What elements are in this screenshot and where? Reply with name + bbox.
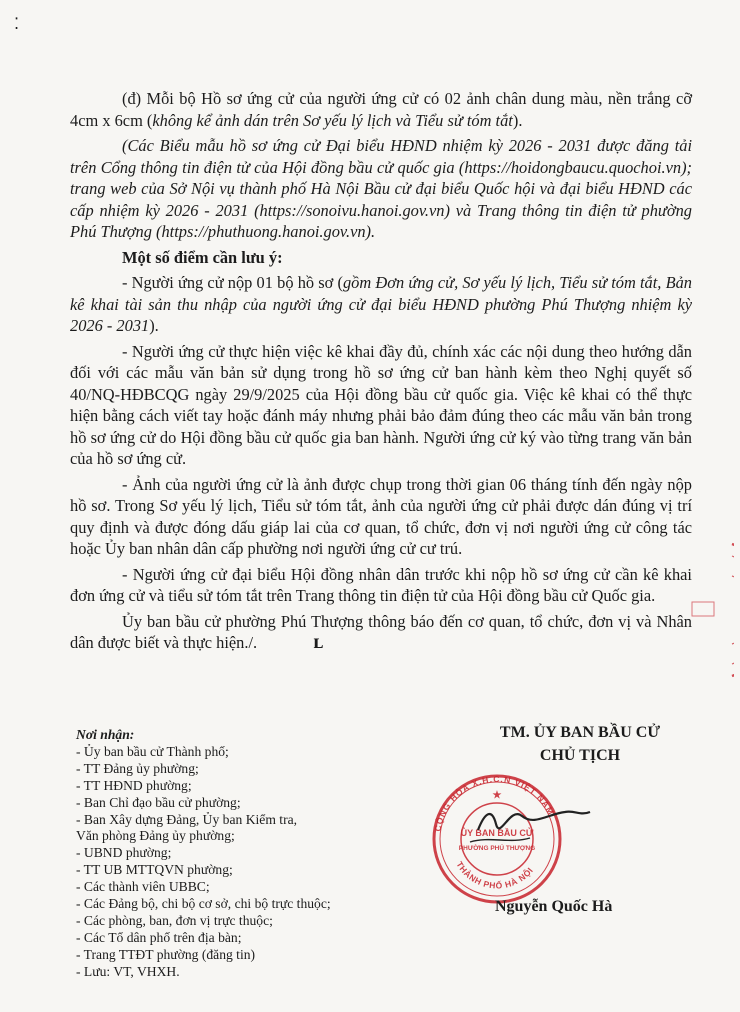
note-item-declaration: - Người ứng cử thực hiện việc kê khai đầy đủ, chính xác các nội dung theo hướng dẫn đối với các mẫu văn bản sử dụng trong hồ sơ ứng cử ban hành kèm theo Nghị quyết số 40/NQ-HĐBCQG ngày 29/9/2025 của Hội đồng bầu cử quốc gia. Việc kê khai có thể thực hiện bằng cách viết tay hoặc đánh máy nhưng phải bảo đảm đúng theo các mẫu văn bản trong hồ sơ ứng cử do Hội đồng bầu cử quốc gia ban hành. Người ứng cử ký vào từng trang văn bản của hồ sơ ứng cử. — [70, 341, 692, 468]
seal-bottom-text: THÀNH PHỐ HÀ NỘI — [454, 859, 536, 891]
recipients-block — [76, 727, 426, 981]
list-item: - Các phòng, ban, đơn vị trực thuộc; — [76, 912, 273, 928]
official-seal — [430, 772, 630, 907]
paragraph-text: ). — [149, 316, 159, 335]
list-item: - TT HĐND phường; — [76, 777, 192, 793]
paragraph-text: (đ) Mỗi bộ Hồ sơ ứng cử của người ứng cử có 02 ảnh chân dung màu, nền trắng cỡ 4cm x 6cm ( — [70, 89, 692, 130]
list-item: - Trang TTĐT phường (đăng tin) — [76, 946, 256, 962]
list-item: - UBND phường; — [76, 845, 172, 861]
paragraph-italic: (Các Biểu mẫu hồ sơ ứng cử Đại biểu HĐND nhiệm kỳ 2026 - 2031 được đăng tải trên Cổng thông tin điện tử của Hội đồng bầu cử quốc gia (https://hoidongbaucu.quochoi.vn); trang web của Sở Nội vụ thành phố Hà Nội Bầu cử đại biểu Quốc hội và đại biểu HĐND các cấp nhiệm kỳ 2026 - 2031 (https://sonoivu.hanoi.gov.vn) và Trang thông tin điện tử phường Phú Thượng (https://phuthuong.hanoi.gov.vn). — [70, 136, 692, 241]
seal-star-icon: ★ — [492, 790, 502, 801]
notes-heading: Một số điểm cần lưu ý: — [122, 247, 283, 267]
seal-outer-text: CỘNG HÒA X.H.C.N VIỆT NAM — [432, 773, 557, 833]
recipients-list — [76, 744, 426, 981]
seal-center-bottom: PHƯỜNG PHÚ THƯỢNG — [458, 845, 536, 852]
corner-mark: ⁚ — [14, 16, 20, 33]
signatory-org: TM. ỦY BAN BẦU CỬ — [499, 724, 661, 741]
list-item: - Ban Xây dựng Đảng, Ủy ban Kiểm tra, — [76, 811, 298, 827]
paragraph-italic: gồm Đơn ứng cử, Sơ yếu lý lịch, Tiểu sử tóm tắt, Bản kê khai tài sản thu nhập của người ứng cử đại biểu HĐND phường Phú Thượng nhiệm kỳ 2026 - 2031 — [70, 273, 692, 335]
list-item: Văn phòng Đảng ủy phường; — [76, 828, 235, 844]
list-item: - TT Đảng ủy phường; — [76, 760, 199, 776]
signature-block — [430, 722, 730, 922]
list-item: - TT UB MTTQVN phường; — [76, 862, 233, 878]
note-item-online: - Người ứng cử đại biểu Hội đồng nhân dân trước khi nộp hồ sơ ứng cử cần kê khai đơn ứng cử và tiểu sử tóm tắt trên Trang thông tin điện tử của Hội đồng bầu cử Quốc gia. — [70, 564, 692, 605]
list-item: - Các Đảng bộ, chi bộ cơ sở, chi bộ trực thuộc; — [76, 896, 331, 912]
signatory-name: Nguyễn Quốc Hà — [495, 898, 613, 915]
paragraph-text: - Người ứng cử nộp 01 bộ hồ sơ ( — [122, 273, 343, 292]
paragraph-italic: không kể ảnh dán trên Sơ yếu lý lịch và Tiểu sử tóm tắt — [152, 110, 513, 130]
list-item: - Các thành viên UBBC; — [76, 879, 210, 895]
initial-mark: ʟ — [313, 631, 324, 653]
side-stamp — [672, 540, 734, 680]
paragraph-forms-note — [70, 135, 692, 243]
document-body — [70, 88, 692, 658]
seal-center-top: ỦY BAN BẦU CỬ — [460, 828, 534, 838]
paragraph-text: ). — [512, 110, 523, 130]
paragraph-photo-requirement — [70, 88, 692, 131]
signatory-role: CHỦ TỊCH — [539, 747, 621, 764]
note-item-dossier — [70, 272, 692, 337]
signature-stroke — [470, 838, 530, 842]
closing-paragraph — [70, 611, 692, 654]
paragraph-text: Ủy ban bầu cử phường Phú Thượng thông báo đến cơ quan, tổ chức, đơn vị và Nhân dân được biết và thực hiện./. — [70, 611, 692, 652]
list-item: - Lưu: VT, VHXH. — [76, 963, 180, 979]
list-item: - Các Tổ dân phố trên địa bàn; — [76, 929, 242, 945]
list-item: - Ủy ban bầu cử Thành phố; — [76, 743, 229, 759]
list-item: - Ban Chỉ đạo bầu cử phường; — [76, 794, 241, 810]
recipients-title: Nơi nhận: — [76, 727, 135, 742]
note-item-photo: - Ảnh của người ứng cử là ảnh được chụp trong thời gian 06 tháng tính đến ngày nộp hồ sơ. Trong Sơ yếu lý lịch, Tiểu sử tóm tắt, ảnh của người ứng cử phải được dán đúng vị trí quy định và được đóng dấu giáp lai của cơ quan, tổ chức, đơn vị nơi người ứng cử công tác hoặc Ủy ban nhân dân cấp phường nơi người ứng cử cư trú. — [70, 474, 692, 558]
